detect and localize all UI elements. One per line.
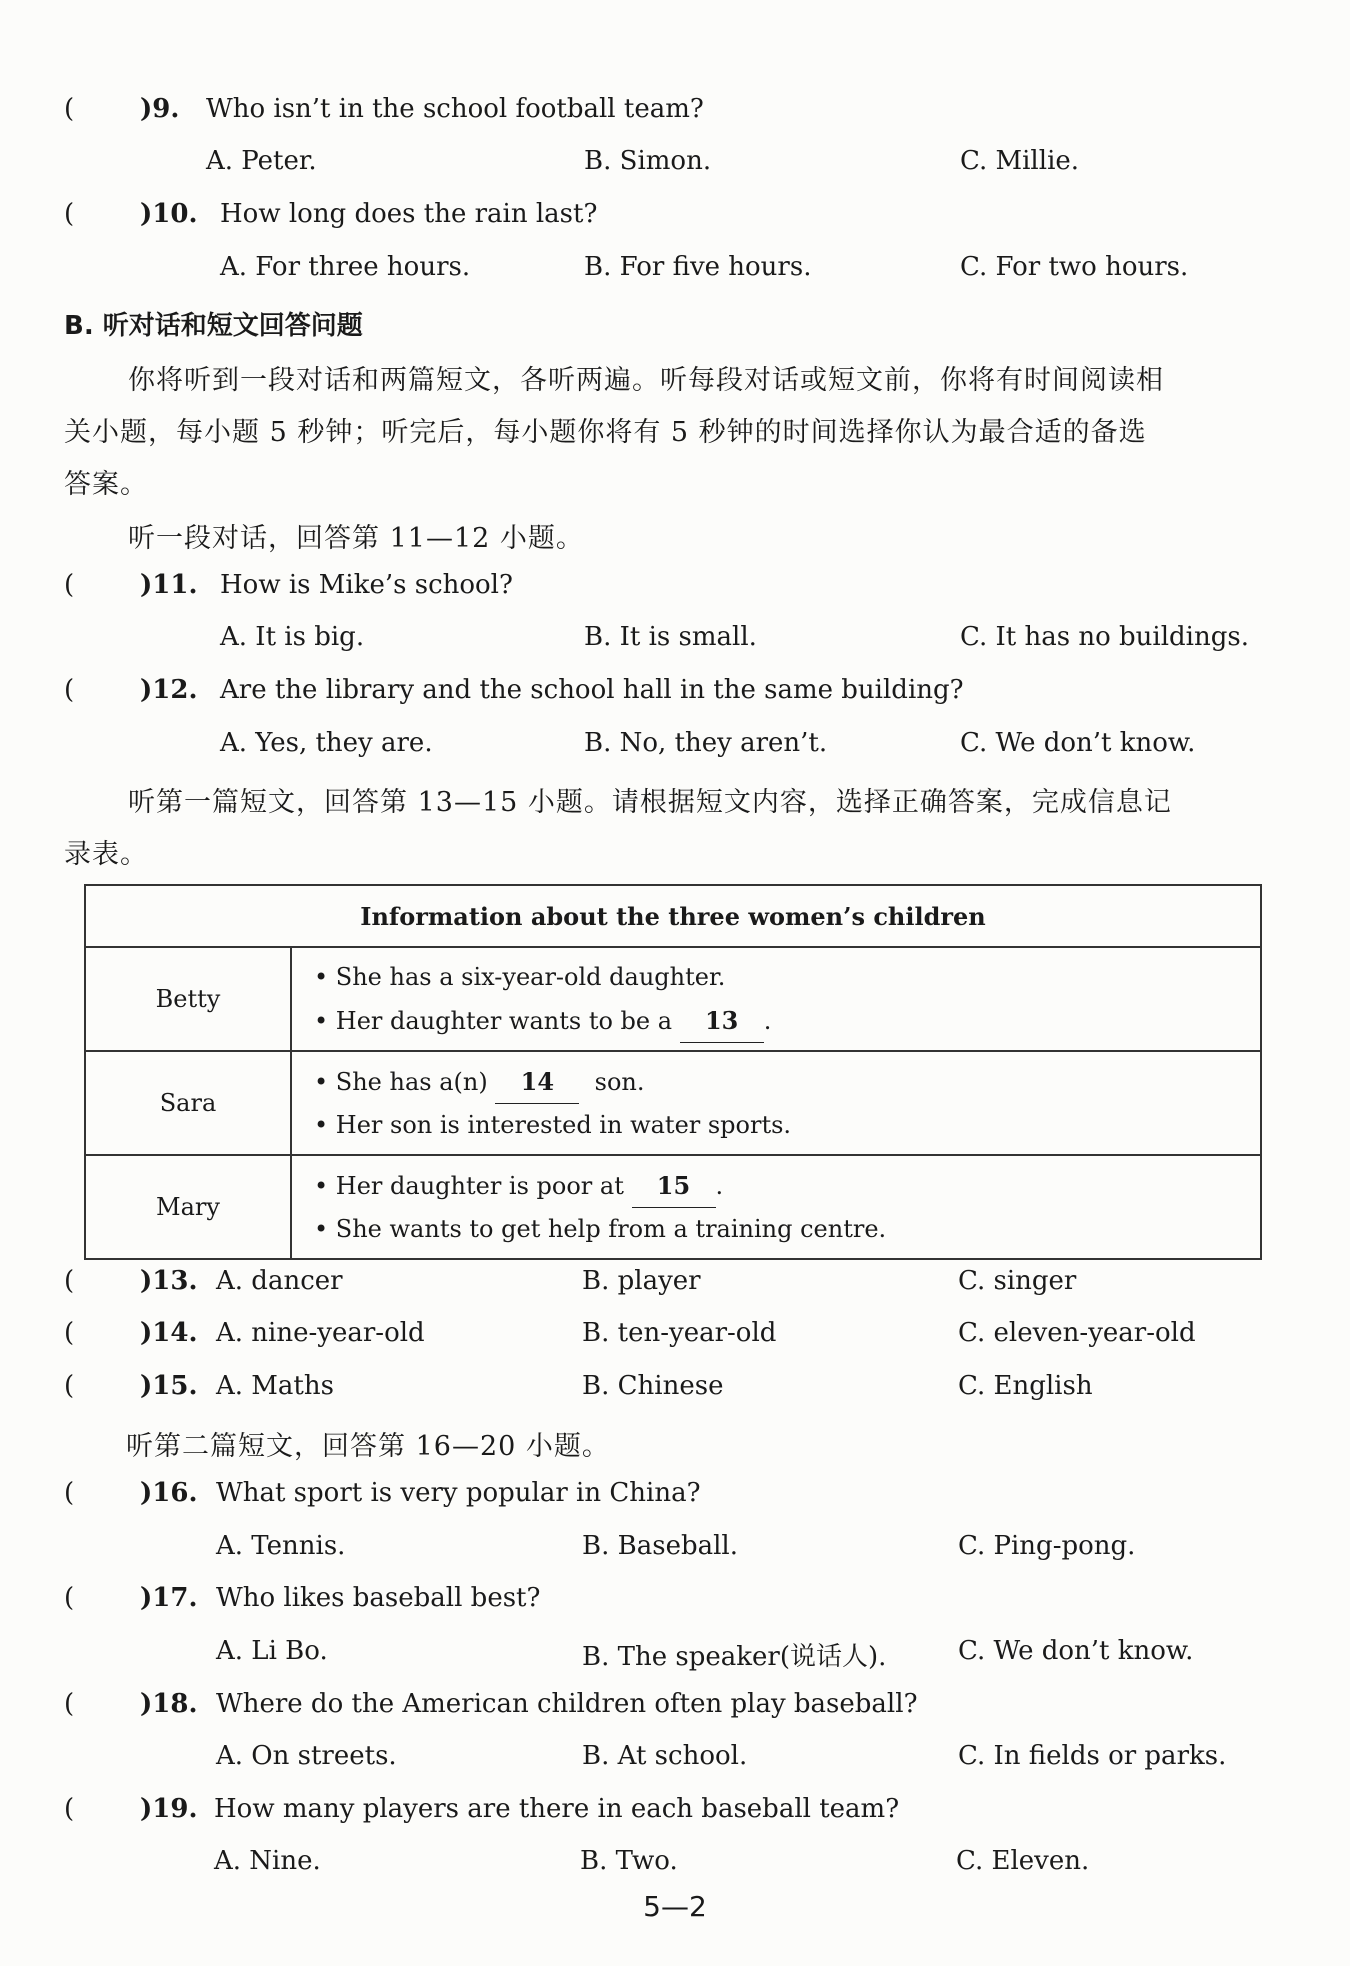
- option-a: A. On streets.: [216, 1741, 397, 1771]
- option-b: B. Simon.: [584, 146, 712, 176]
- question-number: )14.: [140, 1318, 198, 1348]
- answer-paren: (: [64, 1266, 75, 1296]
- row-line: • Her son is interested in water sports.: [314, 1110, 792, 1139]
- row-name: Sara: [85, 1051, 291, 1155]
- table-row: [85, 1155, 1261, 1259]
- question-number: )13.: [140, 1266, 198, 1296]
- option-c: C. It has no buildings.: [960, 622, 1249, 652]
- question-number: )16.: [140, 1478, 198, 1508]
- table-header: Information about the three women’s children: [85, 885, 1261, 947]
- option-b: B. At school.: [582, 1741, 748, 1771]
- answer-paren: (: [64, 1689, 75, 1719]
- question-number: )12.: [140, 675, 198, 705]
- row-text: son.: [594, 1067, 645, 1096]
- option-a: A. Nine.: [214, 1846, 321, 1876]
- question-stem: How is Mike’s school?: [220, 570, 513, 600]
- answer-paren: (: [64, 94, 75, 124]
- passage1-intro-line-2: 录表。: [64, 839, 148, 870]
- answer-paren: (: [64, 570, 75, 600]
- question-stem: How many players are there in each baseball team?: [214, 1794, 900, 1824]
- question-stem: Are the library and the school hall in the same building?: [220, 675, 964, 705]
- question-number: )10.: [140, 199, 198, 229]
- row-description: [291, 947, 1261, 1051]
- row-text: • Her daughter is poor at: [314, 1171, 624, 1200]
- instruction-line-3: 答案。: [64, 469, 148, 500]
- passage1-intro-line-1: 听第一篇短文，回答第 13—15 小题。请根据短文内容，选择正确答案，完成信息记: [128, 787, 1172, 818]
- option-c: C. eleven-year-old: [958, 1318, 1196, 1348]
- row-text: .: [763, 1006, 772, 1035]
- option-c: C. For two hours.: [960, 252, 1189, 282]
- row-text: • She has a(n): [314, 1067, 488, 1096]
- option-b: B. For five hours.: [584, 252, 812, 282]
- row-text: • Her daughter wants to be a: [314, 1006, 673, 1035]
- section-b-title: B. 听对话和短文回答问题: [64, 311, 363, 341]
- option-b: B. Baseball.: [582, 1531, 739, 1561]
- question-number: )11.: [140, 570, 198, 600]
- option-a: A. Peter.: [206, 146, 317, 176]
- option-a: A. Maths: [216, 1371, 334, 1401]
- passage2-intro: 听第二篇短文，回答第 16—20 小题。: [126, 1431, 610, 1462]
- row-name: Mary: [85, 1155, 291, 1259]
- answer-paren: (: [64, 1371, 75, 1401]
- option-c: C. English: [958, 1371, 1093, 1401]
- row-line: • She wants to get help from a training centre.: [314, 1214, 887, 1243]
- question-number: )15.: [140, 1371, 198, 1401]
- question-number: )18.: [140, 1689, 198, 1719]
- fill-blank: 15: [632, 1164, 716, 1208]
- fill-blank: 14: [495, 1060, 579, 1104]
- option-c: C. We don’t know.: [958, 1636, 1194, 1666]
- question-number: )19.: [140, 1794, 198, 1824]
- table-header-row: [85, 885, 1261, 947]
- answer-paren: (: [64, 1794, 75, 1824]
- option-c: C. In fields or parks.: [958, 1741, 1227, 1771]
- option-a: A. Li Bo.: [216, 1636, 328, 1666]
- option-a: A. dancer: [216, 1266, 343, 1296]
- row-line: [314, 1060, 1259, 1104]
- option-c: C. Millie.: [960, 146, 1080, 176]
- option-a: A. Yes, they are.: [220, 728, 433, 758]
- answer-paren: (: [64, 199, 75, 229]
- option-c: C. Eleven.: [956, 1846, 1090, 1876]
- row-line: [314, 999, 1259, 1043]
- question-stem: What sport is very popular in China?: [216, 1478, 701, 1508]
- option-b: B. It is small.: [584, 622, 757, 652]
- table-row: [85, 947, 1261, 1051]
- option-a: A. For three hours.: [220, 252, 471, 282]
- option-c: C. We don’t know.: [960, 728, 1196, 758]
- answer-paren: (: [64, 675, 75, 705]
- row-text: .: [715, 1171, 724, 1200]
- row-line: [314, 1164, 1259, 1208]
- option-a: A. It is big.: [220, 622, 365, 652]
- question-stem: Who likes baseball best?: [216, 1583, 541, 1613]
- dialogue-intro: 听一段对话，回答第 11—12 小题。: [128, 523, 584, 554]
- option-b: B. player: [582, 1266, 701, 1296]
- answer-paren: (: [64, 1583, 75, 1613]
- question-stem: How long does the rain last?: [220, 199, 598, 229]
- row-line: • She has a six-year-old daughter.: [314, 962, 726, 991]
- option-c: C. Ping-pong.: [958, 1531, 1136, 1561]
- question-number: )9.: [140, 94, 180, 124]
- question-number: )17.: [140, 1583, 198, 1613]
- row-description: [291, 1155, 1261, 1259]
- answer-paren: (: [64, 1478, 75, 1508]
- question-stem: Who isn’t in the school football team?: [206, 94, 704, 124]
- fill-blank: 13: [680, 999, 764, 1043]
- answer-paren: (: [64, 1318, 75, 1348]
- option-b: B. ten-year-old: [582, 1318, 777, 1348]
- row-description: [291, 1051, 1261, 1155]
- option-c: C. singer: [958, 1266, 1077, 1296]
- option-b: B. Chinese: [582, 1371, 724, 1401]
- option-a: A. Tennis.: [216, 1531, 346, 1561]
- page-number: 5—2: [643, 1890, 707, 1923]
- row-name: Betty: [85, 947, 291, 1051]
- option-b: B. The speaker(说话人).: [582, 1642, 887, 1672]
- option-a: A. nine-year-old: [216, 1318, 425, 1348]
- question-stem: Where do the American children often play baseball?: [216, 1689, 918, 1719]
- option-b: B. Two.: [580, 1846, 678, 1876]
- table-row: [85, 1051, 1261, 1155]
- instruction-line-1: 你将听到一段对话和两篇短文，各听两遍。听每段对话或短文前，你将有时间阅读相: [128, 365, 1164, 396]
- info-table: [84, 884, 1262, 1260]
- option-b: B. No, they aren’t.: [584, 728, 828, 758]
- instruction-line-2: 关小题，每小题 5 秒钟；听完后，每小题你将有 5 秒钟的时间选择你认为最合适的备选: [64, 417, 1147, 448]
